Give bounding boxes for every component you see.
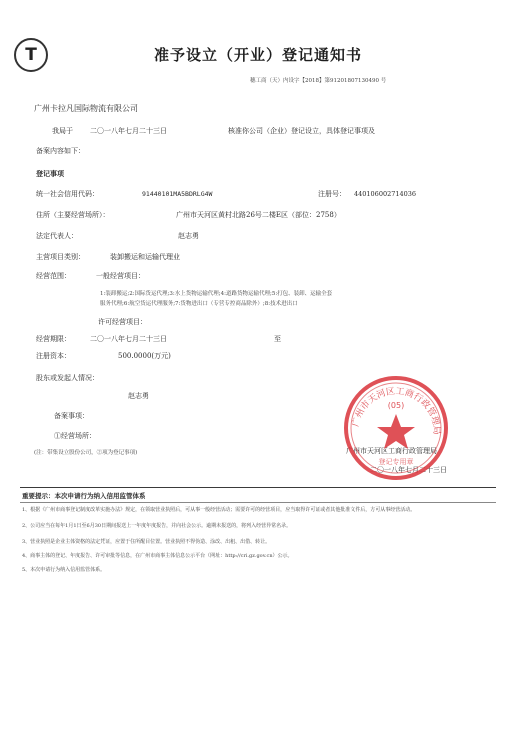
scope-line-2: 服务代理;6:航空货运代理服务;7:货物进出口（专营专控商品除外）;8:技术进出口 — [100, 301, 298, 307]
address-label: 住所（主要经营场所）： — [36, 211, 110, 219]
note: (注：带集设立股份公司，②项为登记事项) — [34, 450, 138, 456]
filing-site: ①经营场所： — [54, 432, 96, 440]
intro-text: 核准你公司（企业）登记设立，具体登记事项及 — [228, 127, 375, 135]
footer-item-5: 5、本次申请行为纳入信用监管体系。 — [22, 567, 106, 573]
issuer-date: 二〇一八年七月二十三日 — [370, 466, 447, 474]
footer-item-3: 3、营业执照是企业主体资格的法定凭证，应置于住所醒目位置。营业执照不得伪造、涂改、出租、出借、转让。 — [22, 539, 271, 545]
credit-code-value: 91440101MA5BDRLG4W — [142, 190, 213, 198]
shareholders-value: 赵志勇 — [128, 392, 149, 400]
footer-item-1: 1、根据《广州市商事登记制度改革实施办法》规定，在领取营业执照后，可从事一般经营活动；需要许可的经营项目，应当取得许可证或者其他批准文件后，方可从事经营活动。 — [22, 507, 416, 513]
reference-number: 穗工商（天）内设字【2018】第91201807130490 号 — [250, 78, 387, 84]
scope-general-label: 一般经营项目： — [96, 272, 145, 280]
section-heading-registration: 登记事项 — [36, 169, 64, 178]
footer-item-4: 4、商事主体的登记、年度报告、许可审批等信息，在广州市商事主体信息公示平台（网址：http://cri.gz.gov.cn）公示。 — [22, 553, 293, 559]
legal-rep-value: 赵志勇 — [178, 232, 199, 240]
scope-line-1: 1:装卸搬运;2:国际货运代理;3:水上货物运输代理;4:道路货物运输代理;5:打包、装卸、运输全套 — [100, 291, 333, 297]
footer-divider — [20, 487, 496, 488]
credit-code-label: 统一社会信用代码： — [36, 190, 99, 198]
licensed-label: 许可经营项目： — [98, 318, 147, 326]
footer-item-2: 2、公司应当在每年1月1日至6月30日期间报送上一年度年度报告，并向社会公示。逾期未报送的，将列入经营异常名录。 — [22, 523, 292, 529]
footer-divider-2 — [20, 502, 496, 503]
intro-lead: 我局于 — [52, 127, 73, 135]
shareholders-label: 股东或发起人情况： — [36, 374, 99, 382]
issuer-bureau: 广州市天河区工商行政管理局 — [346, 447, 437, 455]
company-name: 广州卡拉凡国际物流有限公司 — [34, 104, 138, 113]
scope-label: 经营范围： — [36, 272, 71, 280]
term-to: 至 — [274, 335, 281, 343]
document-title: 准予设立（开业）登记通知书 — [153, 46, 362, 64]
main-business-label: 主营项目类别： — [36, 253, 85, 261]
seal-bottom-text: 登记专用章 — [378, 458, 414, 466]
legal-rep-label: 法定代表人： — [36, 232, 78, 240]
term-from: 二〇一八年七月二十三日 — [90, 335, 167, 343]
capital-value: 500.0000(万元) — [118, 352, 171, 360]
intro-date: 二〇一八年七月二十三日 — [90, 127, 167, 135]
seal-arc-text: 广州市天河区工商行政管理局 — [351, 386, 442, 435]
seal-code: (05) — [387, 401, 405, 410]
reg-number-value: 440106002714036 — [354, 190, 417, 198]
seal-graphic — [340, 372, 452, 484]
official-seal — [340, 372, 452, 484]
main-business-value: 装卸搬运和运输代理业 — [110, 253, 180, 261]
seal-star-icon — [377, 414, 415, 449]
filing-label: 备案事项： — [54, 412, 89, 420]
term-label: 经营期限： — [36, 335, 71, 343]
capital-label: 注册资本： — [36, 352, 71, 360]
footer-heading: 重要提示：本次申请行为纳入信用监管体系 — [22, 492, 146, 500]
address-value: 广州市天河区黄村北路26号二楼E区（部位：2758） — [176, 211, 341, 219]
type-badge: T — [14, 38, 48, 72]
reg-number-label: 注册号： — [318, 190, 346, 198]
intro-line2: 备案内容如下： — [36, 147, 85, 155]
